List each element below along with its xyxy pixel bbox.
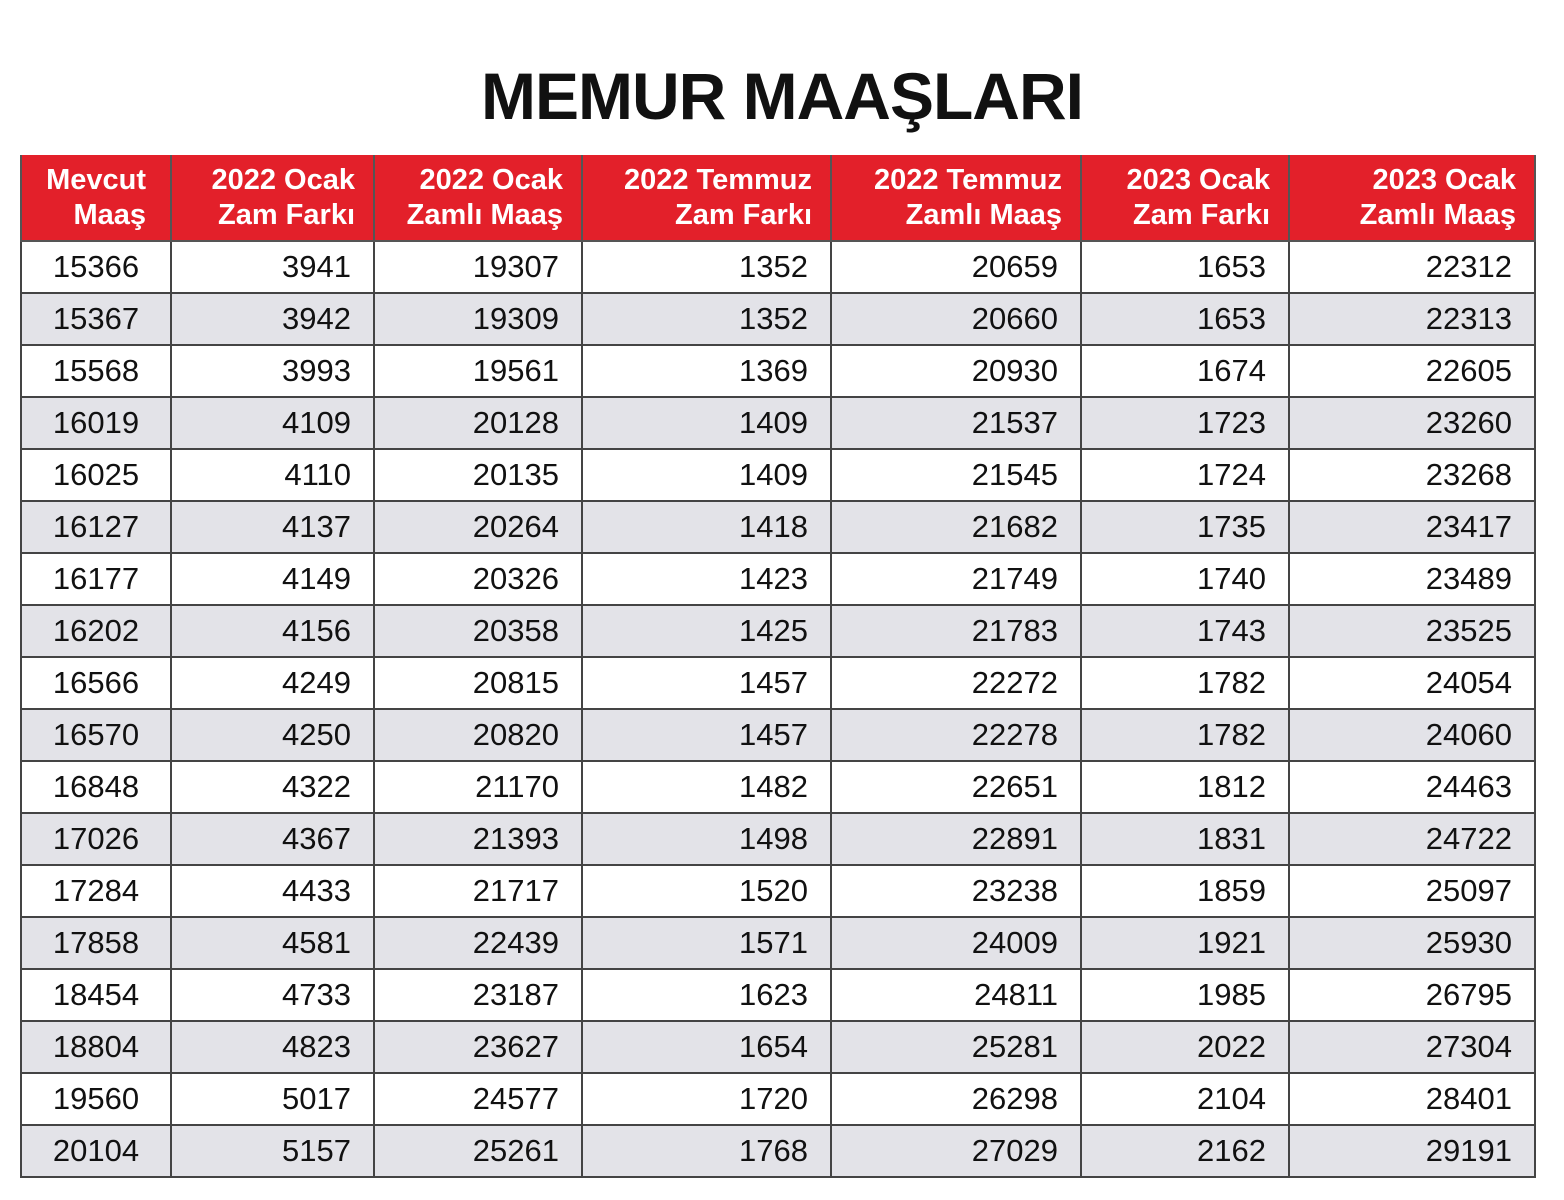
table-cell: 1724 [1081,449,1289,501]
table-cell: 23417 [1289,501,1535,553]
table-cell: 1735 [1081,501,1289,553]
table-cell: 1571 [582,917,831,969]
table-cell: 4823 [171,1021,374,1073]
table-cell: 4110 [171,449,374,501]
column-header-line: 2023 Ocak [1126,163,1270,196]
column-header-line: Mevcut [46,163,146,196]
table-row [21,501,1535,553]
table-cell: 24463 [1289,761,1535,813]
table-cell: 23525 [1289,605,1535,657]
table-cell: 17858 [21,917,171,969]
table-cell: 19560 [21,1073,171,1125]
table-cell: 1782 [1081,709,1289,761]
table-cell: 3941 [171,241,374,293]
table-cell: 4733 [171,969,374,1021]
table-cell: 1768 [582,1125,831,1177]
table-cell: 20326 [374,553,582,605]
table-cell: 22278 [831,709,1081,761]
table-cell: 1720 [582,1073,831,1125]
table-cell: 1369 [582,345,831,397]
table-cell: 17284 [21,865,171,917]
table-cell: 1723 [1081,397,1289,449]
column-header [171,155,374,241]
column-header-line: 2022 Ocak [211,163,355,196]
table-cell: 29191 [1289,1125,1535,1177]
table-row [21,605,1535,657]
table-cell: 27304 [1289,1021,1535,1073]
table-cell: 1409 [582,449,831,501]
column-header [374,155,582,241]
column-header-line: Zam Farkı [1133,198,1270,231]
table-cell: 23187 [374,969,582,1021]
table-cell: 23489 [1289,553,1535,605]
table-row [21,449,1535,501]
table-cell: 25930 [1289,917,1535,969]
column-header-line: Zamlı Maaş [905,198,1062,231]
table-row [21,865,1535,917]
table-cell: 1352 [582,293,831,345]
table-cell: 20659 [831,241,1081,293]
table-row [21,241,1535,293]
table-cell: 16848 [21,761,171,813]
table-cell: 22651 [831,761,1081,813]
table-cell: 21393 [374,813,582,865]
table-cell: 25097 [1289,865,1535,917]
table-cell: 1812 [1081,761,1289,813]
column-header [1081,155,1289,241]
table-row [21,761,1535,813]
table-cell: 16019 [21,397,171,449]
table-cell: 2104 [1081,1073,1289,1125]
table-cell: 1653 [1081,241,1289,293]
table-cell: 4250 [171,709,374,761]
table-cell: 27029 [831,1125,1081,1177]
table-cell: 4109 [171,397,374,449]
table-cell: 17026 [21,813,171,865]
column-header-line: 2022 Ocak [419,163,563,196]
table-cell: 1674 [1081,345,1289,397]
table-cell: 1831 [1081,813,1289,865]
table-cell: 16566 [21,657,171,709]
table-cell: 1457 [582,709,831,761]
column-header-line: Zam Farkı [218,198,355,231]
table-cell: 16202 [21,605,171,657]
table-cell: 1985 [1081,969,1289,1021]
column-header [831,155,1081,241]
table-cell: 23238 [831,865,1081,917]
table-cell: 25261 [374,1125,582,1177]
table-cell: 1743 [1081,605,1289,657]
table-cell: 26795 [1289,969,1535,1021]
table-row [21,1125,1535,1177]
table-row [21,397,1535,449]
table-cell: 19307 [374,241,582,293]
table-cell: 22313 [1289,293,1535,345]
table-cell: 3993 [171,345,374,397]
table-cell: 18454 [21,969,171,1021]
table-cell: 20104 [21,1125,171,1177]
table-cell: 26298 [831,1073,1081,1125]
table-cell: 1653 [1081,293,1289,345]
column-header-line: Maaş [73,198,146,231]
table-cell: 18804 [21,1021,171,1073]
table-cell: 5017 [171,1073,374,1125]
table-cell: 22312 [1289,241,1535,293]
page-title: MEMUR MAAŞLARI [481,59,1083,133]
table-row [21,969,1535,1021]
table-cell: 23627 [374,1021,582,1073]
table-cell: 24577 [374,1073,582,1125]
table-cell: 21682 [831,501,1081,553]
table-cell: 24811 [831,969,1081,1021]
table-cell: 20815 [374,657,582,709]
table-cell: 24009 [831,917,1081,969]
table-cell: 19561 [374,345,582,397]
salary-table [20,155,1536,1178]
table-cell: 21537 [831,397,1081,449]
table-cell: 15568 [21,345,171,397]
table-cell: 23268 [1289,449,1535,501]
table-cell: 1457 [582,657,831,709]
table-cell: 1782 [1081,657,1289,709]
table-row [21,1021,1535,1073]
table-cell: 2162 [1081,1125,1289,1177]
table-cell: 4581 [171,917,374,969]
table-cell: 1654 [582,1021,831,1073]
table-cell: 16570 [21,709,171,761]
table-cell: 22891 [831,813,1081,865]
table-cell: 24722 [1289,813,1535,865]
table-cell: 16177 [21,553,171,605]
table-cell: 20264 [374,501,582,553]
column-header [1289,155,1535,241]
table-cell: 15366 [21,241,171,293]
table-cell: 20128 [374,397,582,449]
table-cell: 21545 [831,449,1081,501]
table-cell: 21783 [831,605,1081,657]
table-row [21,917,1535,969]
table-row [21,553,1535,605]
column-header-line: 2022 Temmuz [873,163,1062,196]
column-header-line: 2022 Temmuz [623,163,812,196]
table-cell: 2022 [1081,1021,1289,1073]
table-cell: 3942 [171,293,374,345]
table-row [21,813,1535,865]
table-cell: 1623 [582,969,831,1021]
table-cell: 16025 [21,449,171,501]
table-cell: 1740 [1081,553,1289,605]
table-cell: 24054 [1289,657,1535,709]
table-cell: 1921 [1081,917,1289,969]
table-cell: 28401 [1289,1073,1535,1125]
table-cell: 21170 [374,761,582,813]
table-cell: 4137 [171,501,374,553]
table-cell: 4149 [171,553,374,605]
table-cell: 1425 [582,605,831,657]
table-cell: 1859 [1081,865,1289,917]
table-cell: 4156 [171,605,374,657]
column-header-line: Zamlı Maaş [1359,198,1516,231]
table-cell: 5157 [171,1125,374,1177]
table-cell: 1352 [582,241,831,293]
column-header [582,155,831,241]
table-cell: 23260 [1289,397,1535,449]
table-row [21,345,1535,397]
table-cell: 20820 [374,709,582,761]
table-cell: 20660 [831,293,1081,345]
table-row [21,1073,1535,1125]
table-cell: 4367 [171,813,374,865]
table-cell: 1482 [582,761,831,813]
table-cell: 4322 [171,761,374,813]
table-cell: 4433 [171,865,374,917]
table-cell: 22272 [831,657,1081,709]
table-cell: 25281 [831,1021,1081,1073]
table-row [21,657,1535,709]
table-cell: 20358 [374,605,582,657]
table-cell: 1498 [582,813,831,865]
table-cell: 22605 [1289,345,1535,397]
table-cell: 16127 [21,501,171,553]
table-row [21,709,1535,761]
table-cell: 1520 [582,865,831,917]
table-cell: 4249 [171,657,374,709]
column-header [21,155,171,241]
table-cell: 1418 [582,501,831,553]
table-cell: 20135 [374,449,582,501]
table-row [21,293,1535,345]
table-cell: 24060 [1289,709,1535,761]
table-cell: 1423 [582,553,831,605]
table-cell: 20930 [831,345,1081,397]
column-header-line: Zamlı Maaş [406,198,563,231]
table-cell: 15367 [21,293,171,345]
column-header-line: 2023 Ocak [1372,163,1516,196]
table-cell: 21749 [831,553,1081,605]
table-cell: 22439 [374,917,582,969]
table-cell: 19309 [374,293,582,345]
table-cell: 1409 [582,397,831,449]
table-header-row [21,155,1535,241]
column-header-line: Zam Farkı [675,198,812,231]
table-cell: 21717 [374,865,582,917]
